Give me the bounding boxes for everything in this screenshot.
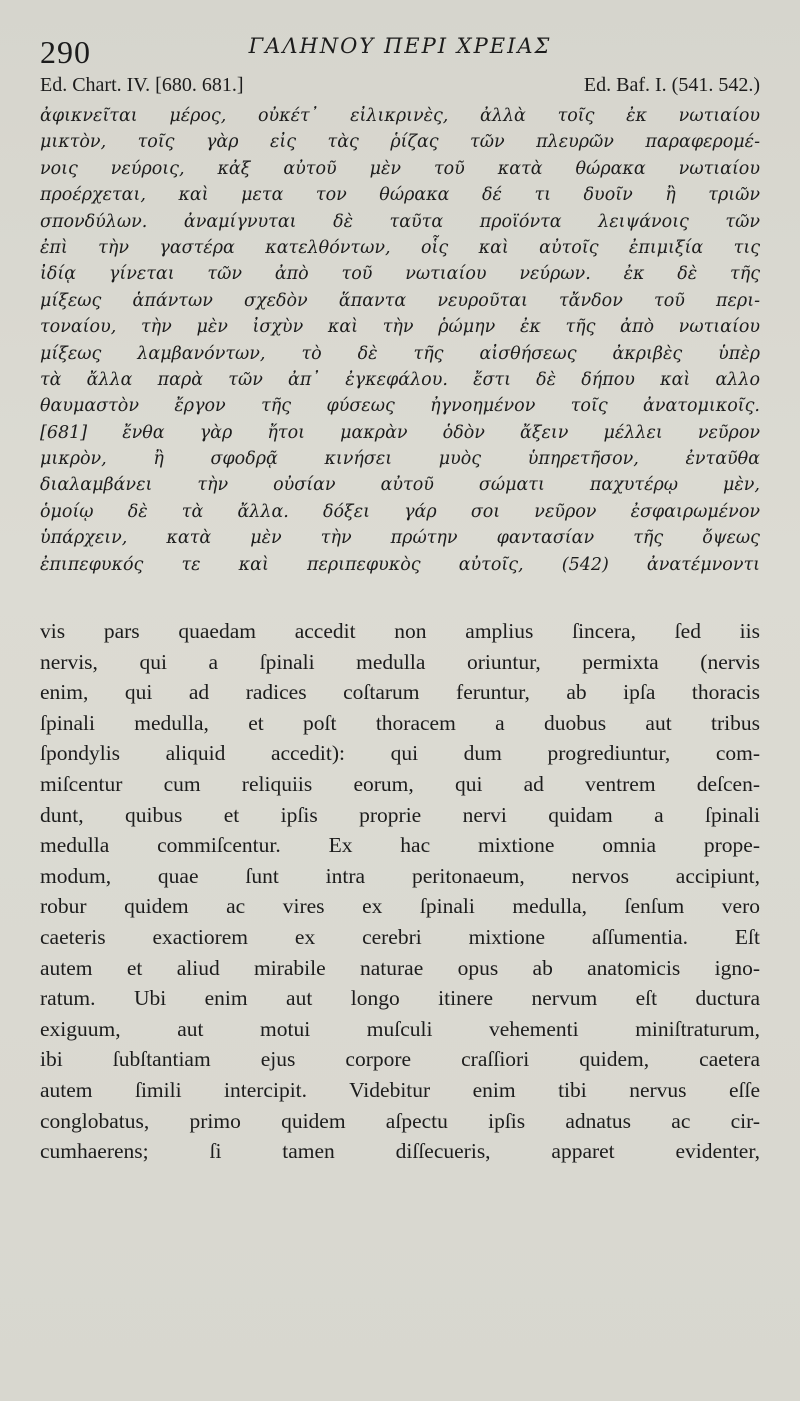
latin-line: conglobatus, primo quidem aſpectu ipſis adnatus ac cir-: [40, 1108, 760, 1133]
latin-line: vis pars quaedam accedit non amplius ſincera, ſed iis: [40, 619, 760, 644]
latin-line: autem ſimili intercipit. Videbitur enim tibi nervus eſſe: [40, 1077, 760, 1102]
latin-line: cumhaerens; ſi tamen diſſecueris, apparet evidenter,: [40, 1139, 760, 1164]
greek-line: μικτὸν, τοῖς γὰρ εἰς τὰς ῥίζας τῶν πλευρῶν παραφερομέ-: [40, 132, 760, 153]
greek-line: ἐπιπεφυκός τε καὶ περιπεφυκὸς αὐτοῖς, (542) ἀνατέμνοντι: [40, 554, 760, 575]
latin-line: nervis, qui a ſpinali medulla oriuntur, permixta (nervis: [40, 649, 760, 674]
edition-left: Ed. Chart. IV. [680. 681.]: [40, 74, 244, 96]
section-gap: [36, 578, 764, 616]
greek-line: ὑπάρχειν, κατὰ μὲν τὴν πρώτην φαντασίαν τῆς ὄψεως: [40, 528, 760, 549]
greek-line: θαυμαστὸν ἔργον τῆς φύσεως ἠγνοημένον τοῖς ἀνατομικοῖς.: [40, 396, 760, 417]
latin-line: caeteris exactiorem ex cerebri mixtione aſſumentia. Eſt: [40, 924, 760, 949]
greek-text: [36, 103, 764, 578]
latin-line: ratum. Ubi enim aut longo itinere nervum eſt ductura: [40, 986, 760, 1011]
page-number: 290: [40, 34, 91, 70]
greek-line: ὁμοίῳ δὲ τὰ ἄλλα. δόξει γάρ σοι νεῦρον ἐσφαιρωμένον: [40, 501, 760, 522]
latin-line: exiguum, aut motui muſculi vehementi miniſtraturum,: [40, 1016, 760, 1041]
latin-line: ſpinali medulla, et poſt thoracem a duobus aut tribus: [40, 710, 760, 735]
greek-line: μίξεως ἁπάντων σχεδὸν ἅπαντα νευροῦται τἄνδον τοῦ περι-: [40, 290, 760, 311]
greek-line: ἐπὶ τὴν γαστέρα κατελθόντων, οἷς καὶ αὐτοῖς ἐπιμιξία τις: [40, 237, 760, 258]
greek-line: σπονδύλων. ἀναμίγνυται δὲ ταῦτα προϊόντα λειψάνοις τῶν: [40, 211, 760, 232]
latin-line: robur quidem ac vires ex ſpinali medulla, ſenſum vero: [40, 894, 760, 919]
greek-line: νοις νεύροις, κἀξ αὐτοῦ μὲν τοῦ κατὰ θώρακα νωτιαίου: [40, 158, 760, 179]
latin-line: modum, quae ſunt intra peritonaeum, nervos accipiunt,: [40, 863, 760, 888]
page-header: [36, 24, 764, 68]
latin-text: [36, 616, 764, 1167]
greek-line: μικρὸν, ἢ σφοδρᾷ κινήσει μυὸς ὑπηρετῆσον, ἐνταῦθα: [40, 449, 760, 470]
latin-line: ibi ſubſtantiam ejus corpore craſſiori quidem, caetera: [40, 1047, 760, 1072]
latin-line: enim, qui ad radices coſtarum feruntur, ab ipſa thoracis: [40, 680, 760, 705]
latin-line: ſpondylis aliquid accedit): qui dum progrediuntur, com-: [40, 741, 760, 766]
latin-line: autem et aliud mirabile naturae opus ab anatomicis igno-: [40, 955, 760, 980]
greek-line: προέρχεται, καὶ μετα τον θώρακα δέ τι δυοῖν ἢ τριῶν: [40, 185, 760, 206]
latin-line: medulla commiſcentur. Ex hac mixtione omnia prope-: [40, 833, 760, 858]
greek-line: διαλαμβάνει τὴν οὐσίαν αὐτοῦ σώματι παχυτέρῳ μὲν,: [40, 475, 760, 496]
edition-references: [36, 74, 764, 97]
greek-line: τὰ ἄλλα παρὰ τῶν ἀπ᾽ ἐγκεφάλου. ἔστι δὲ δήπου καὶ αλλο: [40, 369, 760, 390]
greek-line: ἀφικνεῖται μέρος, οὐκέτ᾽ εἰλικρινὲς, ἀλλὰ τοῖς ἐκ νωτιαίου: [40, 106, 760, 126]
greek-line: τοναίου, τὴν μὲν ἰσχὺν καὶ τὴν ῥώμην ἐκ τῆς ἀπὸ νωτιαίου: [40, 317, 760, 338]
running-head: ΓΑΛΗΝΟΥ ΠΕΡΙ ΧΡΕΙΑΣ: [248, 34, 552, 58]
greek-line: ἰδίᾳ γίνεται τῶν ἀπὸ τοῦ νωτιαίου νεύρων. ἐκ δὲ τῆς: [40, 264, 760, 285]
greek-line: μίξεως λαμβανόντων, τὸ δὲ τῆς αἰσθήσεως ἀκριβὲς ὑπὲρ: [40, 343, 760, 364]
latin-line: miſcentur cum reliquiis eorum, qui ad ventrem deſcen-: [40, 772, 760, 796]
edition-right: Ed. Baf. I. (541. 542.): [583, 74, 760, 96]
greek-line: [681] ἔνθα γὰρ ἤτοι μακρὰν ὁδὸν ἄξειν μέλλει νεῦρον: [40, 422, 760, 443]
latin-line: dunt, quibus et ipſis proprie nervi quidam a ſpinali: [40, 802, 760, 827]
